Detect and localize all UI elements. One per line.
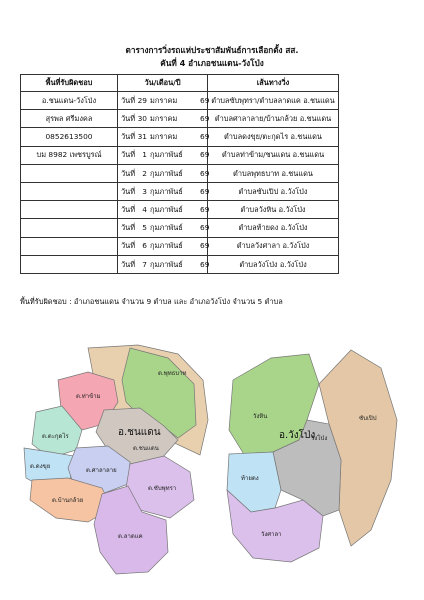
table-row (21, 92, 339, 110)
table-header-row (21, 75, 339, 92)
date-day-number: 30 (137, 114, 147, 124)
cell-route: ตำบลซับเปิป อ.วังโป่ง (208, 182, 339, 200)
date-month: กุมภาพันธ์ (150, 205, 183, 215)
cell-responsible: 0852613500 (21, 128, 118, 146)
coverage-summary: พื้นที่รับผิดชอบ : อำเภอชนแดน จำนวน 9 ตำบล และ อำเภอวังโป่ง จำนวน 5 ตำบล (20, 297, 283, 306)
date-year: 69 (200, 95, 210, 105)
map-right-center-label: อ.วังโป่ง (279, 430, 316, 441)
cell-date (118, 182, 208, 200)
date-year: 69 (200, 259, 210, 269)
date-day-number: 5 (142, 223, 147, 233)
date-year: 69 (200, 168, 210, 178)
table-row (21, 110, 339, 128)
cell-responsible (21, 237, 118, 255)
date-day-number: 1 (142, 150, 147, 160)
cell-route: ตำบลซับพุทรา/ตำบลลาดแค อ.ชนแดน (208, 92, 339, 110)
date-day-word: วันที่ (121, 186, 136, 196)
header-responsible: พื้นที่รับผิดชอบ (21, 75, 118, 92)
date-year: 69 (200, 132, 210, 142)
table-row (21, 237, 339, 255)
date-day-number: 31 (137, 132, 147, 142)
table-row (21, 146, 339, 164)
cell-date (118, 164, 208, 182)
date-day-word: วันที่ (121, 205, 136, 215)
label-subphutsa: ต.ซับพุทรา (148, 485, 177, 492)
label-wanghin: วังหิน (253, 413, 268, 420)
date-day-number: 6 (142, 241, 147, 251)
cell-route: ตำบลพุทธบาท อ.ชนแดน (208, 164, 339, 182)
cell-route: ตำบลท้ายดง อ.วังโป่ง (208, 219, 339, 237)
cell-responsible: บม 8982 เพชรบูรณ์ (21, 146, 118, 164)
label-wangsala: วังศาลา (261, 531, 282, 538)
date-month: มกราคม (150, 95, 178, 105)
date-month: กุมภาพันธ์ (150, 186, 183, 196)
label-latkhae: ต.ลาดแค (118, 533, 143, 540)
date-year: 69 (200, 205, 210, 215)
cell-route: ตำบลดงขุย/ตะกุดไร อ.ชนแดน (208, 128, 339, 146)
cell-date (118, 92, 208, 110)
date-day-number: 4 (142, 205, 147, 215)
document-title-line1: ตารางการวิ่งรถแห่ประชาสัมพันธ์การเลือกตั้ง สส. (125, 45, 299, 55)
label-dongkhui: ต.ดงขุย (30, 463, 51, 470)
date-day-word: วันที่ (121, 95, 136, 105)
cell-responsible (21, 182, 118, 200)
cell-responsible: สุรพล ศรีมงคล (21, 110, 118, 128)
cell-date (118, 128, 208, 146)
cell-responsible (21, 164, 118, 182)
cell-date (118, 219, 208, 237)
table-row (21, 201, 339, 219)
date-month: กุมภาพันธ์ (150, 223, 183, 233)
table-row (21, 128, 339, 146)
date-day-word: วันที่ (121, 259, 136, 269)
map-left-center-label: อ.ชนแดน (118, 427, 161, 438)
header-date: วัน/เดือน/ปี (118, 75, 208, 92)
cell-date (118, 146, 208, 164)
cell-responsible (21, 255, 118, 273)
label-takudrai: ต.ตะกุดไร (42, 433, 69, 440)
date-month: มกราคม (150, 114, 178, 124)
schedule-table (20, 74, 339, 274)
date-month: กุมภาพันธ์ (150, 150, 183, 160)
date-day-number: 29 (137, 95, 147, 105)
table-row (21, 164, 339, 182)
date-year: 69 (200, 223, 210, 233)
cell-date (118, 237, 208, 255)
cell-date (118, 201, 208, 219)
date-month: มกราคม (150, 132, 178, 142)
label-phutthabat: ต.พุทธบาท (158, 370, 187, 377)
date-day-word: วันที่ (121, 241, 136, 251)
date-day-word: วันที่ (121, 132, 136, 142)
cell-route: ตำบลวังหิน อ.วังโป่ง (208, 201, 339, 219)
table-row (21, 219, 339, 237)
date-day-number: 7 (142, 259, 147, 269)
cell-route: ตำบลศาลาลาย/บ้านกล้วย อ.ชนแดน (208, 110, 339, 128)
date-day-word: วันที่ (121, 168, 136, 178)
label-thaidong: ท้ายดง (241, 475, 259, 482)
date-day-word: วันที่ (121, 223, 136, 233)
date-day-number: 3 (142, 186, 147, 196)
document-title-line2: คันที่ 4 อำเภอชนแดน-วังโป่ง (160, 58, 264, 68)
date-year: 69 (200, 150, 210, 160)
date-month: กุมภาพันธ์ (150, 259, 183, 269)
date-year: 69 (200, 114, 210, 124)
cell-route: ตำบลวังศาลา อ.วังโป่ง (208, 237, 339, 255)
cell-responsible (21, 201, 118, 219)
date-day-word: วันที่ (121, 114, 136, 124)
header-route: เส้นทางวิ่ง (208, 75, 339, 92)
label-wangpong: วังโป่ง (311, 435, 328, 442)
date-month: กุมภาพันธ์ (150, 168, 183, 178)
table-row (21, 182, 339, 200)
label-salalai: ต.ศาลาลาย (86, 467, 117, 474)
cell-route: ตำบลวังโป่ง อ.วังโป่ง (208, 255, 339, 273)
cell-responsible (21, 219, 118, 237)
date-day-number: 2 (142, 168, 147, 178)
date-year: 69 (200, 186, 210, 196)
date-year: 69 (200, 241, 210, 251)
label-subpoep: ซับเปิป (359, 415, 377, 422)
wangpong-district-map (211, 340, 409, 580)
cell-route: ตำบลท่าข้าม/ชนแดน อ.ชนแดน (208, 146, 339, 164)
date-month: กุมภาพันธ์ (150, 241, 183, 251)
chondaen-district-map (18, 340, 213, 580)
label-bankluai: ต.บ้านกล้วย (52, 497, 84, 504)
table-row (21, 255, 339, 273)
cell-date (118, 110, 208, 128)
label-chondaen: ต.ชนแดน (133, 445, 159, 452)
cell-date (118, 255, 208, 273)
label-thakham: ต.ท่าข้าม (76, 393, 101, 400)
date-day-word: วันที่ (121, 150, 136, 160)
cell-responsible: อ.ชนแดน-วังโป่ง (21, 92, 118, 110)
